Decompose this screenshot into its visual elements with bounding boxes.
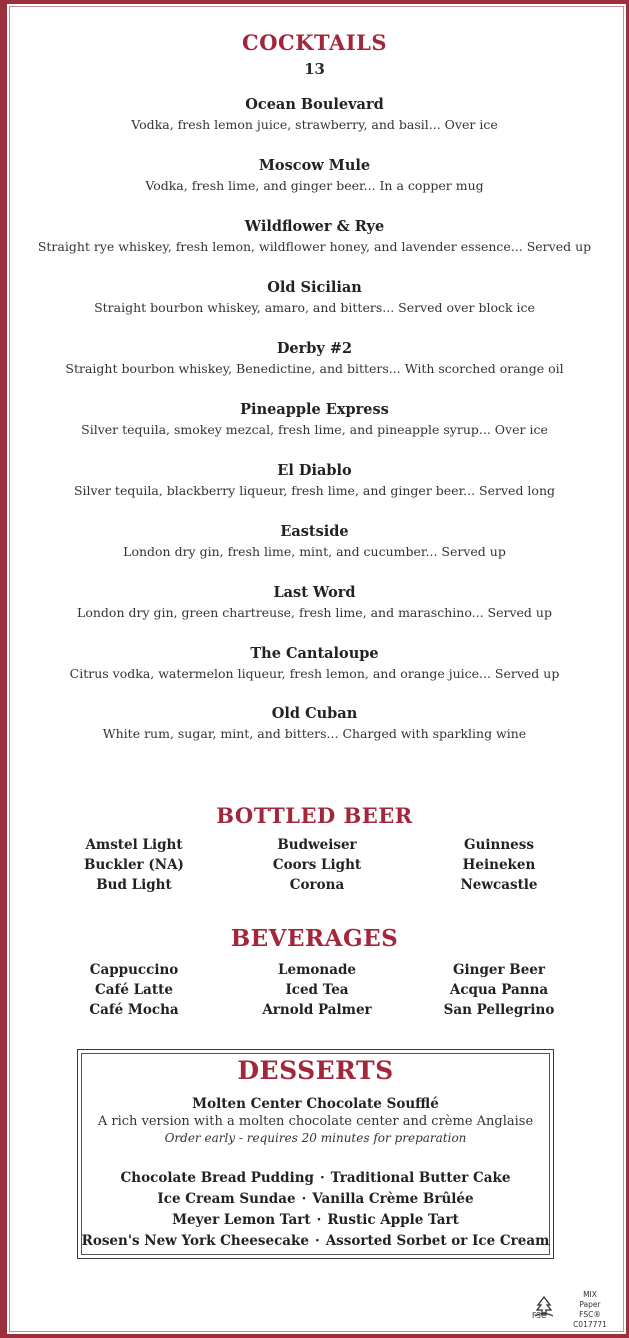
cocktail-name: Last Word (273, 584, 356, 601)
beer-item: Amstel Light (85, 837, 183, 853)
dessert-item: Rosen's New York Cheesecake (81, 1233, 309, 1249)
beverage-item: Iced Tea (285, 982, 349, 998)
cocktail-name: Pineapple Express (240, 401, 389, 418)
beverage-item: Café Latte (95, 982, 173, 998)
cocktail-name: Ocean Boulevard (245, 96, 384, 113)
beer-item: Budweiser (277, 837, 357, 853)
cocktail-description: Straight rye whiskey, fresh lemon, wildflower honey, and lavender essence... Served up (37, 239, 592, 254)
beverage-item: Ginger Beer (452, 962, 545, 978)
fsc-paper: Paper (579, 1300, 601, 1309)
fsc-mix: MIX (583, 1290, 597, 1299)
cocktail-name: Derby #2 (276, 340, 353, 357)
beer-column (222, 835, 412, 895)
cocktail-item (20, 644, 609, 683)
cocktails-price: 13 (304, 60, 325, 78)
dessert-item: Traditional Butter Cake (330, 1170, 511, 1186)
cocktail-description: Straight bourbon whiskey, Benedictine, and bitters... With scorched orange oil (65, 361, 564, 376)
cocktail-item (20, 400, 609, 439)
beer-column (404, 835, 594, 895)
beer-item: Bud Light (96, 877, 172, 893)
cocktail-item (20, 461, 609, 500)
beverage-column (404, 960, 594, 1020)
dessert-line (77, 1210, 554, 1231)
desserts-heading: DESSERTS (237, 1056, 394, 1085)
dessert-item: Chocolate Bread Pudding (120, 1170, 314, 1186)
featured-dessert-name: Molten Center Chocolate Soufflé (192, 1096, 439, 1112)
cocktail-description: Straight bourbon whiskey, amaro, and bitters... Served over block ice (94, 300, 535, 315)
fsc-logo-label: FSC (532, 1311, 547, 1320)
dessert-line (77, 1168, 554, 1189)
cocktail-name: Wildflower & Rye (244, 218, 385, 235)
cocktail-item (20, 95, 609, 134)
beverage-item: Acqua Panna (449, 982, 549, 998)
dessert-list (77, 1168, 554, 1252)
cocktail-description: Citrus vodka, watermelon liqueur, fresh lemon, and orange juice... Served up (69, 666, 560, 681)
cocktail-item (20, 156, 609, 195)
beverage-column (222, 960, 412, 1020)
dessert-item: Ice Cream Sundae (157, 1191, 296, 1207)
cocktail-description: London dry gin, fresh lime, mint, and cucumber... Served up (123, 544, 506, 559)
cocktail-name: Old Sicilian (267, 279, 362, 296)
cocktail-item (20, 522, 609, 561)
separator-dot: · (314, 1233, 320, 1249)
cocktail-item (20, 278, 609, 317)
bottled-beer-heading: BOTTLED BEER (216, 803, 413, 828)
dessert-item: Assorted Sorbet or Ice Cream (325, 1233, 550, 1249)
cocktail-description: White rum, sugar, mint, and bitters... Charged with sparkling wine (102, 726, 527, 741)
beer-item: Corona (289, 877, 345, 893)
featured-dessert-note: Order early - requires 20 minutes for preparation (164, 1131, 467, 1145)
dessert-line (77, 1189, 554, 1210)
cocktail-item (20, 339, 609, 378)
dessert-item: Vanilla Crème Brûlée (312, 1191, 474, 1207)
cocktail-item (20, 217, 609, 256)
beer-item: Newcastle (460, 877, 538, 893)
cocktail-item (20, 583, 609, 622)
beer-column (39, 835, 229, 895)
cocktail-description: Vodka, fresh lime, and ginger beer... In a copper mug (145, 178, 484, 193)
cocktail-description: Silver tequila, smokey mezcal, fresh lime, and pineapple syrup... Over ice (81, 422, 548, 437)
cocktail-name: Moscow Mule (258, 157, 371, 174)
cocktail-name: The Cantaloupe (250, 645, 379, 662)
dessert-item: Meyer Lemon Tart (172, 1212, 311, 1228)
dessert-item: Rustic Apple Tart (327, 1212, 459, 1228)
cocktails-heading: COCKTAILS (242, 30, 387, 55)
cocktail-name: Eastside (280, 523, 349, 540)
beer-item: Guinness (464, 837, 534, 853)
separator-dot: · (301, 1191, 307, 1207)
beer-item: Coors Light (272, 857, 362, 873)
separator-dot: · (319, 1170, 325, 1186)
beverage-item: Cappuccino (89, 962, 179, 978)
beverage-item: Café Mocha (89, 1002, 179, 1018)
fsc-code: FSC® C017771 (573, 1310, 607, 1329)
cocktail-description: Silver tequila, blackberry liqueur, fresh lime, and ginger beer... Served long (73, 483, 556, 498)
dessert-line (77, 1231, 554, 1252)
beverage-item: San Pellegrino (443, 1002, 555, 1018)
cocktail-name: El Diablo (277, 462, 352, 479)
separator-dot: · (316, 1212, 322, 1228)
beverage-item: Lemonade (278, 962, 356, 978)
featured-dessert-description: A rich version with a molten chocolate center and crème Anglaise (97, 1114, 534, 1129)
beer-item: Buckler (NA) (84, 857, 184, 873)
fsc-certification (562, 1290, 618, 1330)
cocktail-name: Old Cuban (271, 705, 358, 722)
beverage-item: Arnold Palmer (262, 1002, 372, 1018)
featured-dessert (77, 1095, 554, 1147)
cocktail-item (20, 704, 609, 743)
beverages-heading: BEVERAGES (230, 925, 399, 952)
beverage-column (39, 960, 229, 1020)
beer-item: Heineken (462, 857, 536, 873)
cocktail-description: Vodka, fresh lemon juice, strawberry, and basil... Over ice (131, 117, 498, 132)
cocktail-description: London dry gin, green chartreuse, fresh lime, and maraschino... Served up (77, 605, 552, 620)
